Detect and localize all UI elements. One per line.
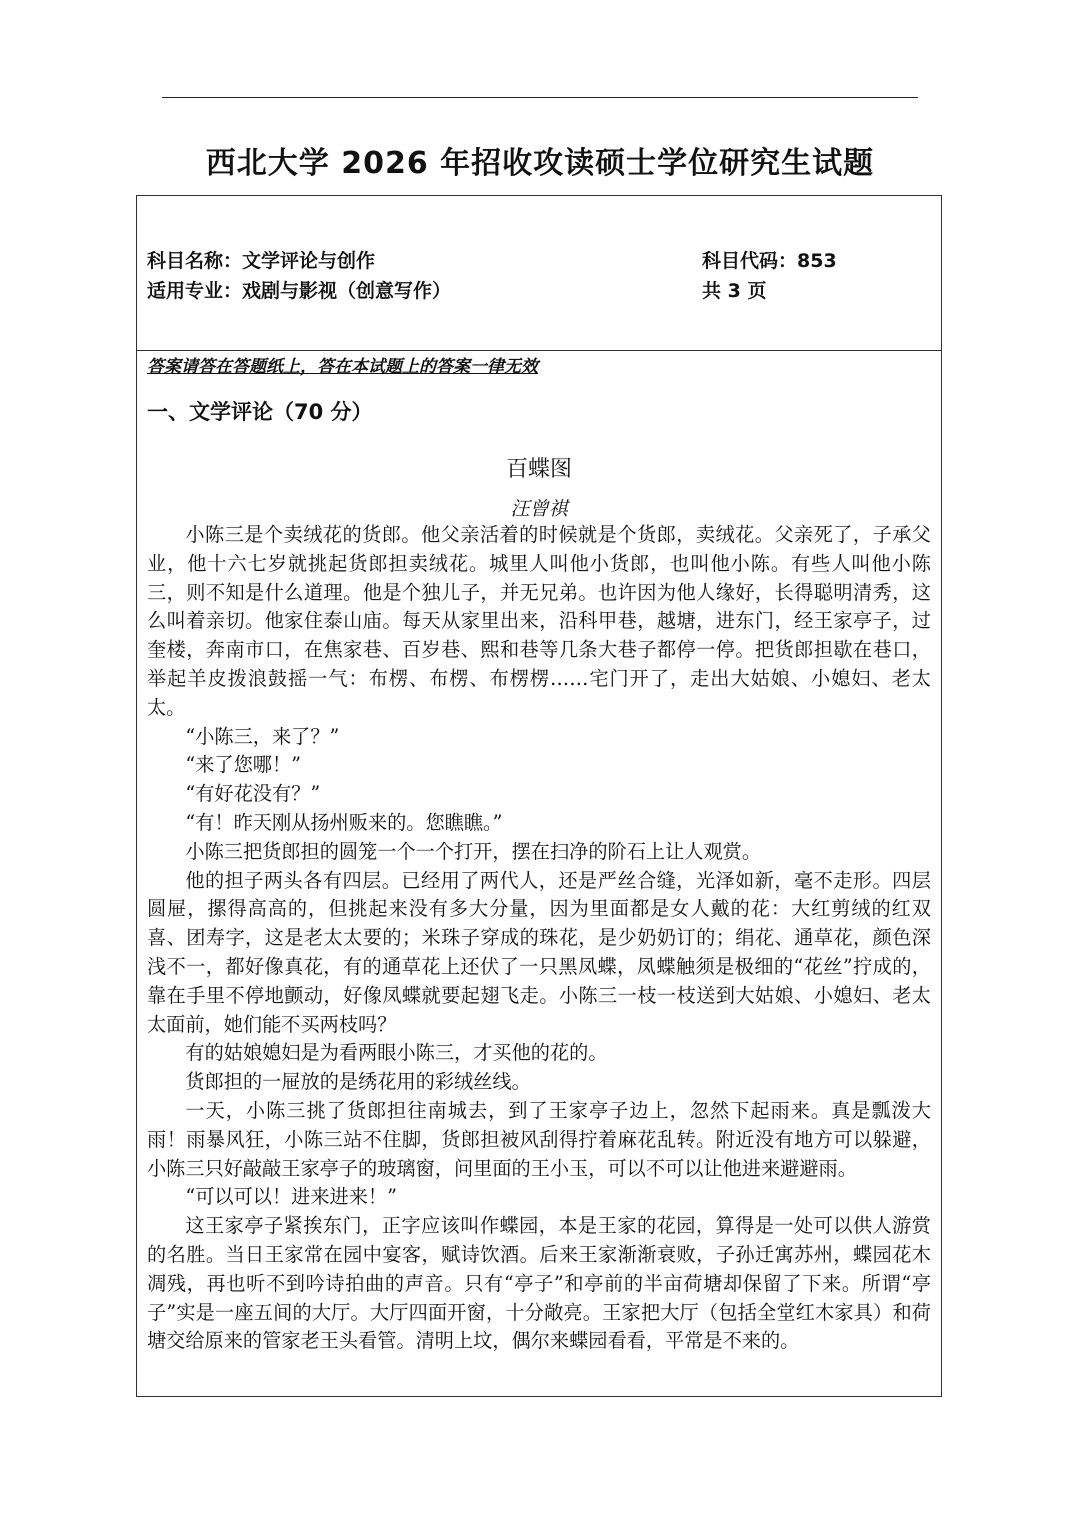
header-rule: [162, 97, 918, 98]
subject-code: 科目代码：853: [702, 250, 837, 272]
major: 适用专业：戏剧与影视（创意写作）: [147, 280, 452, 302]
paragraph: 小陈三把货郎担的圆笼一个一个打开，摆在扫净的阶石上让人观赏。: [185, 839, 762, 863]
paragraph: 有的姑娘媳妇是为看两眼小陈三，才买他的花的。: [185, 1041, 608, 1065]
exam-title: 西北大学 2026 年招收攻读硕士学位研究生试题: [205, 146, 875, 181]
answer-notice: 答案请答在答题纸上，答在本试题上的答案一律无效: [147, 357, 538, 377]
paragraph: “来了您哪！”: [185, 753, 301, 777]
major-row: [147, 276, 931, 306]
subject-row: [147, 246, 931, 276]
passage-title: 百蝶图: [505, 457, 572, 482]
paragraph: 一天，小陈三挑了货郎担往南城去，到了王家亭子边上，忽然下起雨来。真是瓢泼大雨！雨暴风狂，小陈三站不住脚，货郎担被风刮得拧着麻花乱转。附近没有地方可以躲避，小陈三只好敲敲王家亭子的玻璃窗，问里面的王小玉，可以不可以让他进来避避雨。: [147, 1098, 931, 1180]
info-divider: [137, 350, 941, 351]
passage-body: [147, 521, 931, 1356]
paragraph: “有好花没有？”: [185, 782, 321, 806]
paragraph: “可以可以！进来进来！”: [185, 1185, 397, 1209]
paragraph: “有！昨天刚从扬州贩来的。您瞧瞧。”: [185, 810, 503, 834]
paragraph: 他的担子两头各有四层。已经用了两代人，还是严丝合缝，光泽如新，毫不走形。四层圆屉，摞得高高的，但挑起来没有多大分量，因为里面都是女人戴的花：大红剪绒的红双喜、团寿字，这是老太太要的；米珠子穿成的珠花，是少奶奶订的；绢花、通草花，颜色深浅不一，都好像真花，有的通草花上还伏了一只黑凤蝶，凤蝶触须是极细的“花丝”拧成的，靠在手里不停地颤动，好像凤蝶就要起翅飞走。小陈三一枝一枝送到大姑娘、小媳妇、老太太面前，她们能不买两枝吗？: [147, 868, 931, 1036]
exam-frame: [136, 195, 942, 1397]
subject-name: 科目名称：文学评论与创作: [147, 250, 376, 272]
paragraph: 货郎担的一屉放的是绣花用的彩绒丝线。: [185, 1070, 531, 1094]
section-title: 一、文学评论（70 分）: [147, 400, 373, 424]
paragraph: 这王家亭子紧挨东门，正字应该叫作蝶园，本是王家的花园，算得是一处可以供人游赏的名胜。当日王家常在园中宴客，赋诗饮酒。后来王家渐渐衰败，子孙迁寓苏州，蝶园花木凋残，再也听不到吟诗拍曲的声音。只有“亭子”和亭前的半亩荷塘却保留了下来。所谓“亭子”实是一座五间的大厅。大厅四面开窗，十分敞亮。王家把大厅（包括全堂红木家具）和荷塘交给原来的管家老王头看管。清明上坟，偶尔来蝶园看看，平常是不来的。: [147, 1214, 931, 1353]
paragraph: “小陈三，来了？”: [185, 724, 340, 748]
passage-author: 汪曾祺: [510, 498, 568, 520]
paragraph: 小陈三是个卖绒花的货郎。他父亲活着的时候就是个货郎，卖绒花。父亲死了，子承父业，他十六七岁就挑起货郎担卖绒花。城里人叫他小货郎，也叫他小陈。有些人叫他小陈三，则不知是什么道理。他是个独儿子，并无兄弟。也许因为他人缘好，长得聪明清秀，这么叫着亲切。他家住泰山庙。每天从家里出来，沿科甲巷，越塘，进东门，经王家亭子，过奎楼，奔南市口，在焦家巷、百岁巷、熙和巷等几条大巷子都停一停。把货郎担歇在巷口，举起羊皮拨浪鼓摇一气：布楞、布楞、布楞楞……宅门开了，走出大姑娘、小媳妇、老太太。: [147, 523, 931, 719]
page-count: 共 3 页: [702, 280, 767, 302]
